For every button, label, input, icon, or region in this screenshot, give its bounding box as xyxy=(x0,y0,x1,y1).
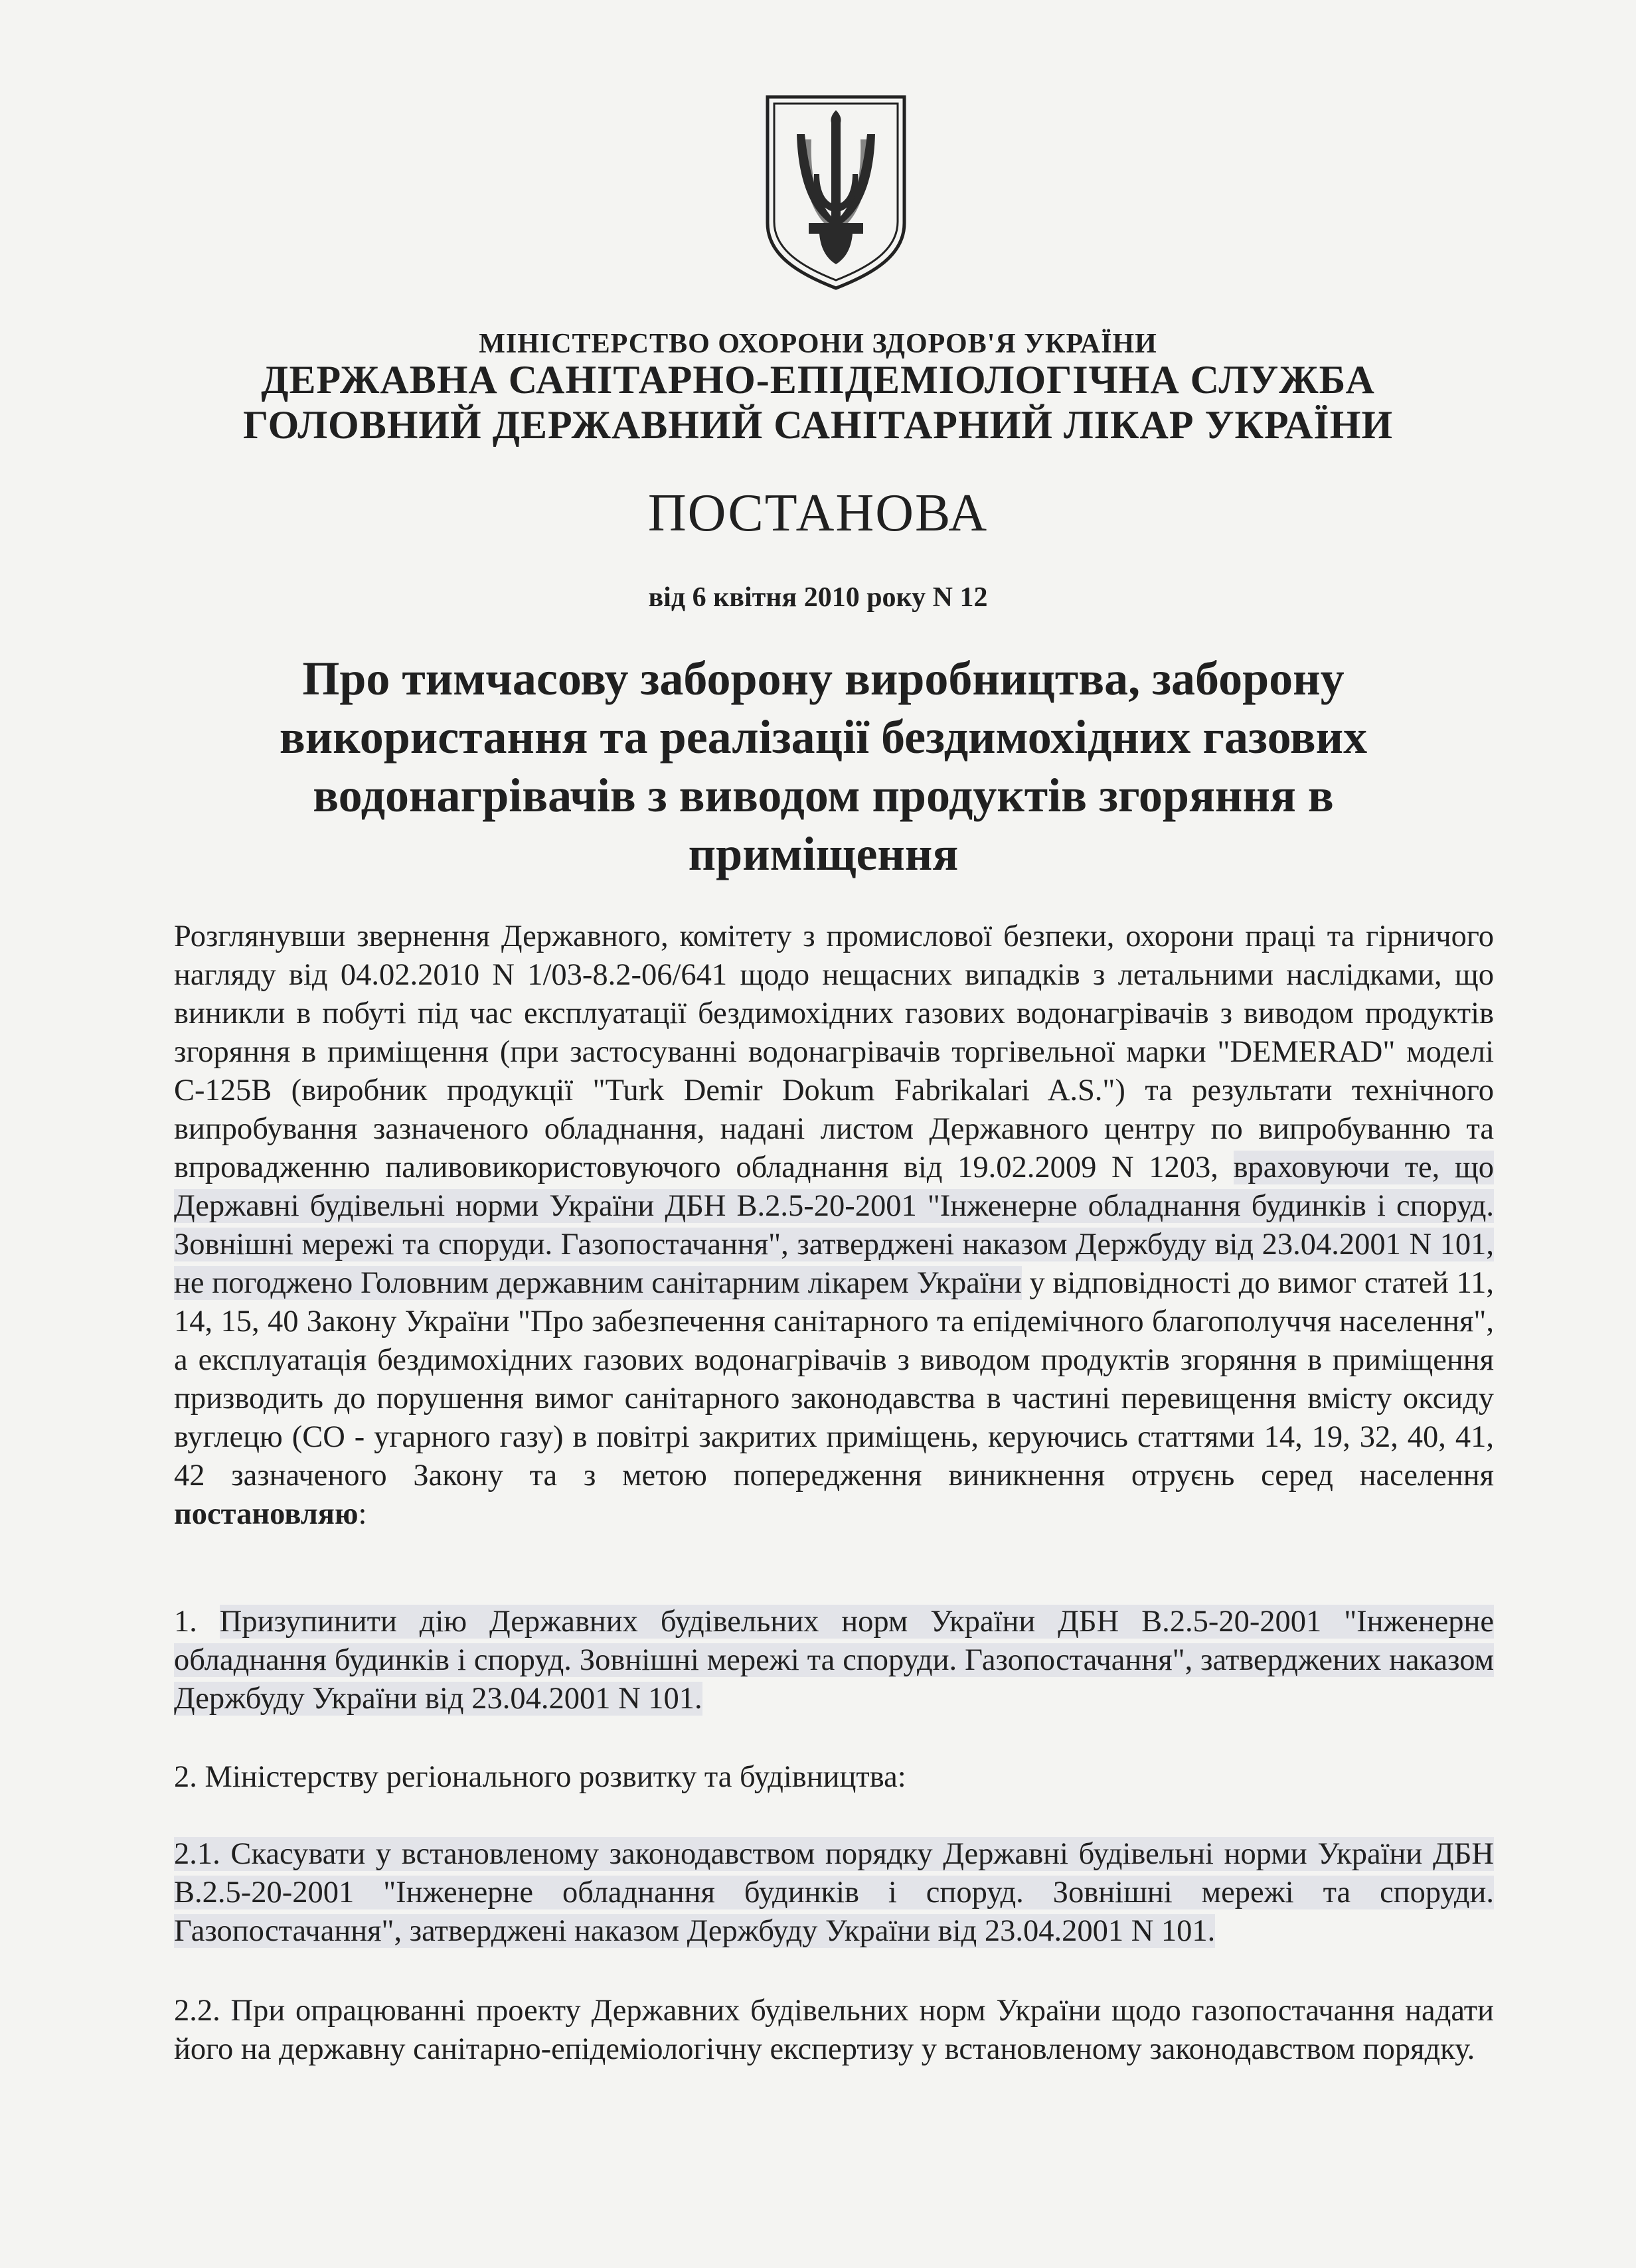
resolve-word: постановляю xyxy=(174,1497,359,1531)
ministry-name: МІНІСТЕРСТВО ОХОРОНИ ЗДОРОВ'Я УКРАЇНИ xyxy=(479,329,1157,359)
document-type: ПОСТАНОВА xyxy=(647,484,989,542)
document-date: від 6 квітня 2010 року N 12 xyxy=(648,582,988,613)
trident-coat-of-arms-icon xyxy=(762,93,910,292)
clause-1 xyxy=(174,1603,1494,1718)
clause-1-text: Призупинити дію Державних будівельних норм України ДБН В.2.5-20-2001 "Інженерне обладнання будинків і споруд. Зовнішні мережі та споруди. Газопостачання", затверджених наказом Держбуду України від 23.04.2001 N 101. xyxy=(174,1605,1495,1716)
chief-doctor-title: ГОЛОВНИЙ ДЕРЖАВНИЙ САНІТАРНИЙ ЛІКАР УКРАЇНИ xyxy=(242,403,1394,447)
preamble-highlighted-text: враховуючи те, що Державні будівельні норми України ДБН В.2.5-20-2001 "Інженерне обладнання будинків і споруд. Зовнішні мережі та споруди. Газопостачання", затверджені наказом Держбуду від 23.04.2001 N 101, не погоджено Головним державним санітарним лікарем України xyxy=(174,1151,1494,1300)
clause-2: 2. Міністерству регіонального розвитку та будівництва: xyxy=(174,1760,906,1794)
preamble-end: : xyxy=(358,1497,367,1531)
clause-1-number: 1. xyxy=(174,1605,220,1639)
preamble-text-b: у відповідності до вимог статей 11, 14, 15, 40 Закону України "Про забезпечення санітарного та епідемічного благополуччя населення", а експлуатація бездимохідних газових водонагрівачів з виводом продуктів згоряння в приміщення призводить до порушення вимог санітарного законодавства в частині перевищення вмісту оксиду вуглецю (СО - угарного газу) в повітрі закритих приміщень, керуючись статтями 14, 19, 32, 40, 41, 42 зазначеного Закону та з метою попередження виникнення отруєнь серед населення xyxy=(174,1266,1494,1493)
clause-2-1 xyxy=(174,1835,1494,1951)
document-title: Про тимчасову заборону виробництва, заборону використання та реалізації бездимохідних газових водонагрівачів з виводом продуктів згоряння в приміщення xyxy=(279,652,1368,880)
preamble-text-a: Розглянувши звернення Державного, комітету з промислової безпеки, охорони праці та гірничого нагляду від 04.02.2010 N 1/03-8.2-06/641 щодо нещасних випадків з летальними наслідками, що виникли в побуті під час експлуатації бездимохідних газових водонагрівачів з виводом продуктів згоряння в приміщення (при застосуванні водонагрівачів торгівельної марки "DEMERAD" моделі С-125В (виробник продукції "Turk Demir Dokum Fabrikalari A.S.") та результати технічного випробування зазначеного обладнання, надані листом Державного центру по випробуванню та впровадженню паливовикористовуючого обладнання від 19.02.2009 N 1203, xyxy=(174,920,1494,1184)
service-name: ДЕРЖАВНА САНІТАРНО-ЕПІДЕМІОЛОГІЧНА СЛУЖБА xyxy=(261,358,1375,402)
preamble-paragraph xyxy=(174,918,1494,1534)
clause-2-2: 2.2. При опрацюванні проекту Державних будівельних норм України щодо газопостачання надати його на державну санітарно-епідеміологічну експертизу у встановленому законодавством порядку. xyxy=(174,1994,1494,2066)
clause-2-1-text: 2.1. Скасувати у встановленому законодавством порядку Державні будівельні норми України ДБН В.2.5-20-2001 "Інженерне обладнання будинків і споруд. Зовнішні мережі та споруди. Газопостачання", затверджені наказом Держбуду України від 23.04.2001 N 101. xyxy=(174,1837,1494,1948)
